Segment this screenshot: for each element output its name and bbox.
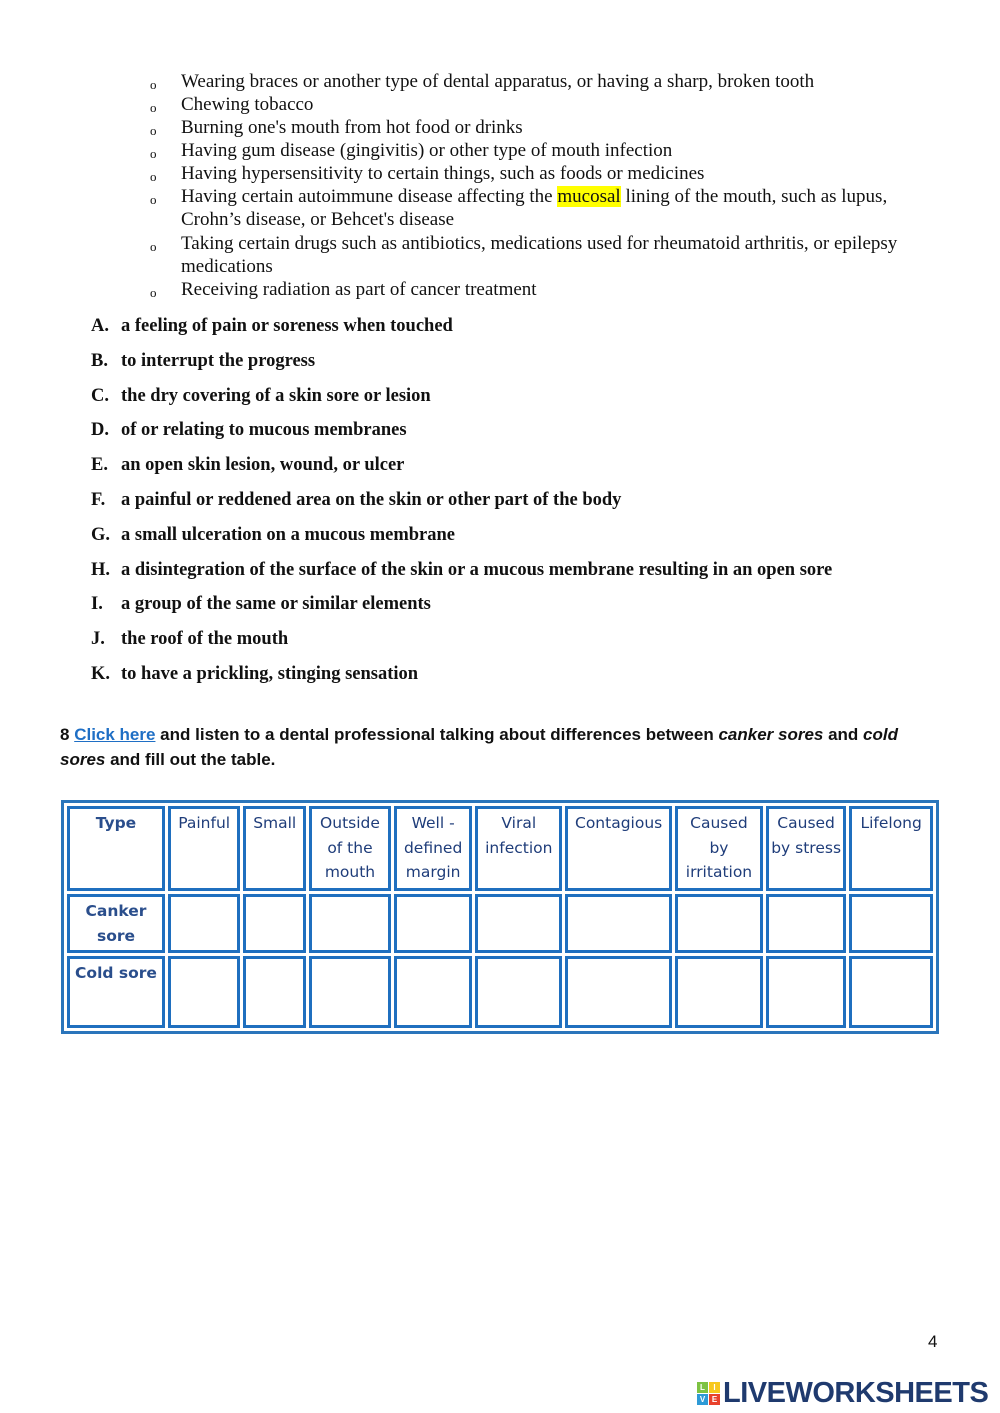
instruction-text: and listen to a dental professional talking about differences between [155,725,719,744]
definition-letter: G. [91,524,111,545]
bullet-icon: o [150,146,157,161]
bullet-icon: o [150,123,157,138]
logo-tile: V [697,1394,708,1405]
bullet-icon: o [150,169,157,184]
definition-text: a disintegration of the surface of the skin or a mucous membrane resulting in an open sore [121,559,833,580]
answer-cell[interactable] [168,956,240,1028]
definition-item [91,594,431,615]
bullet-icon: o [150,239,157,254]
bullet-text: Having hypersensitivity to certain things, such as foods or medicines [181,163,705,184]
definition-item [91,386,431,407]
answer-cell[interactable] [766,956,846,1028]
logo-tile: I [709,1382,720,1393]
page-number: 4 [928,1332,938,1351]
definition-item [91,316,453,337]
answer-cell[interactable] [475,956,562,1028]
bullet-text-part: lining of the mouth, such as lupus, Crohn’s disease, or Behcet's disease [181,186,888,230]
definition-letter: E. [91,455,108,476]
bullet-text-part: Having certain autoimmune disease affecting the [181,186,558,207]
definition-text: a feeling of pain or soreness when touched [121,316,453,336]
answer-cell[interactable] [849,956,933,1028]
logo-tiles-icon [697,1382,720,1405]
bullet-text: Receiving radiation as part of cancer treatment [181,279,537,300]
header-cell: Outside of the mouth [309,806,391,891]
answer-cell[interactable] [849,894,933,953]
answer-cell[interactable] [243,956,306,1028]
definition-item [91,490,621,511]
highlighted-word: mucosal [557,186,621,207]
definition-item [91,664,418,685]
definition-text: a group of the same or similar elements [121,594,431,615]
answer-cell[interactable] [475,894,562,953]
definition-item [91,629,288,650]
answer-cell[interactable] [309,956,391,1028]
definition-item [91,455,404,476]
bullet-text: Burning one's mouth from hot food or drinks [181,117,523,138]
definition-text: the dry covering of a skin sore or lesion [121,385,431,406]
header-cell: Lifelong [849,806,933,891]
answer-cell[interactable] [168,894,240,953]
definition-letter: B. [91,350,108,371]
definition-item [91,525,455,546]
definition-letter: K. [91,664,111,684]
instruction-em: canker sores [718,725,824,744]
definition-text: a painful or reddened area on the skin or other part of the body [121,490,622,510]
answer-cell[interactable] [675,956,763,1028]
bullet-icon: o [150,100,157,115]
header-cell: Well - defined margin [394,806,473,891]
definition-letter: J. [91,629,105,650]
logo-tile: E [709,1394,720,1405]
definition-item [91,420,407,441]
definition-letter: D. [91,420,109,441]
liveworksheets-logo [697,1377,988,1410]
bullet-icon: o [150,77,157,92]
definition-letter: I. [91,594,103,615]
answer-cell[interactable] [309,894,391,953]
answer-cell[interactable] [394,956,473,1028]
bullet-icon: o [150,285,157,300]
header-cell: Caused by irritation [675,806,763,891]
table-header-row [67,806,933,891]
header-cell: Viral infection [475,806,562,891]
definition-letter: C. [91,385,109,406]
header-cell: Type [67,806,165,891]
table-row [67,894,933,953]
bullet-text: Taking certain drugs such as antibiotics, medications used for rheumatoid arthritis, or epilepsy medications [181,233,898,277]
table-row [67,956,933,1028]
bullet-text: Chewing tobacco [181,94,314,115]
exercise-instruction [60,722,940,772]
logo-text: LIVEWORKSHEETS [723,1377,989,1409]
click-here-link[interactable]: Click here [74,725,156,744]
bullet-text: Wearing braces or another type of dental apparatus, or having a sharp, broken tooth [181,71,815,92]
definition-letter: H. [91,559,111,580]
exercise-number: 8 [60,725,75,744]
sores-table [61,800,939,1034]
definition-item [91,560,832,581]
definition-text: of or relating to mucous membranes [121,420,407,441]
instruction-text: and [823,725,864,744]
header-cell: Painful [168,806,240,891]
answer-cell[interactable] [565,894,672,953]
definition-letter: F. [91,490,106,510]
answer-cell[interactable] [565,956,672,1028]
header-cell: Caused by stress [766,806,846,891]
bullet-icon: o [150,192,157,207]
instruction-em: cold sores [60,725,898,769]
definition-item [91,351,315,372]
answer-cell[interactable] [394,894,473,953]
instruction-text: and fill out the table. [105,750,276,769]
definition-letter: A. [91,316,109,336]
bullet-text: Having gum disease (gingivitis) or other type of mouth infection [181,140,673,161]
answer-cell[interactable] [243,894,306,953]
answer-cell[interactable] [766,894,846,953]
definition-text: to interrupt the progress [121,350,316,371]
bullet-text [181,185,941,231]
definition-text: a small ulceration on a mucous membrane [121,524,456,545]
definition-text: to have a prickling, stinging sensation [121,664,419,684]
definition-text: the roof of the mouth [121,629,289,650]
definition-text: an open skin lesion, wound, or ulcer [121,455,405,476]
answer-cell[interactable] [675,894,763,953]
logo-tile: L [697,1382,708,1393]
header-cell: Small [243,806,306,891]
row-header-cell: Cold sore [67,956,165,1028]
row-header-cell: Canker sore [67,894,165,953]
header-cell: Contagious [565,806,672,891]
